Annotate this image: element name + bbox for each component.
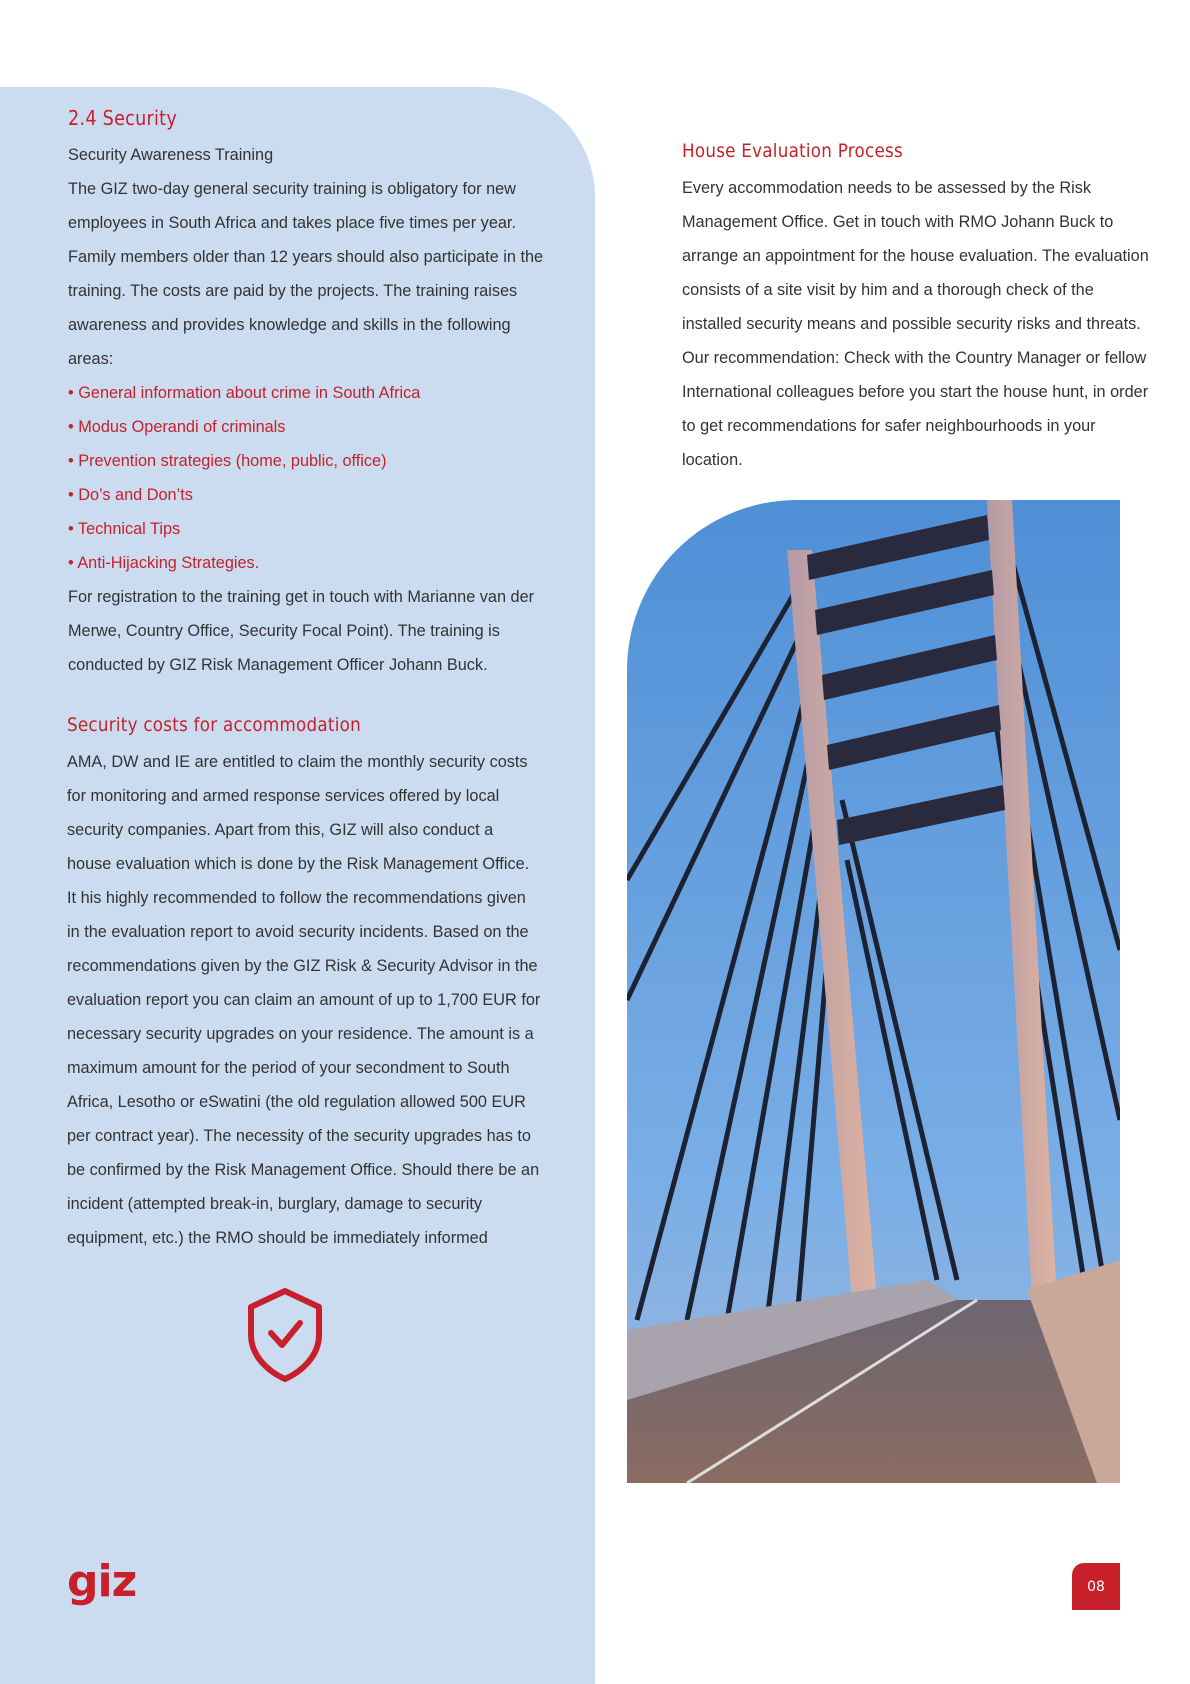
costs-text: [67, 745, 540, 1255]
bullet-item: • Technical Tips: [68, 520, 181, 538]
text-line: employees in South Africa and takes place five times per year.: [68, 214, 516, 232]
costs-heading: Security costs for accommodation: [67, 714, 362, 736]
bullet-item: • General information about crime in South Africa: [68, 384, 421, 402]
text-line: evaluation report you can claim an amount of up to 1,700 EUR for: [67, 991, 541, 1009]
text-line: Every accommodation needs to be assessed by the Risk: [682, 179, 1092, 197]
text-line: security companies. Apart from this, GIZ will also conduct a: [67, 821, 494, 839]
text-line: training. The costs are paid by the projects. The training raises: [68, 282, 518, 300]
page-number: 08: [1072, 1563, 1120, 1610]
text-line: AMA, DW and IE are entitled to claim the monthly security costs: [67, 753, 528, 771]
text-line: Family members older than 12 years should also participate in the: [68, 248, 544, 266]
text-line: incident (attempted break-in, burglary, damage to security: [67, 1195, 483, 1213]
text-line: Management Office. Get in touch with RMO Johann Buck to: [682, 213, 1114, 231]
text-line: house evaluation which is done by the Risk Management Office.: [67, 855, 530, 873]
text-line: equipment, etc.) the RMO should be immediately informed: [67, 1229, 488, 1247]
text-line: The GIZ two-day general security training is obligatory for new: [68, 180, 516, 198]
text-line: Our recommendation: Check with the Country Manager or fellow: [682, 349, 1147, 367]
text-line: necessary security upgrades on your residence. The amount is a: [67, 1025, 534, 1043]
text-line: to get recommendations for safer neighbourhoods in your: [682, 417, 1096, 435]
training-text: [68, 138, 543, 682]
bridge-photo: [627, 500, 1120, 1483]
giz-logo: giz: [67, 1556, 137, 1607]
text-line: per contract year). The necessity of the security upgrades has to: [67, 1127, 531, 1145]
house-evaluation-heading: House Evaluation Process: [682, 140, 904, 162]
text-line: For registration to the training get in touch with Marianne van der: [68, 588, 535, 606]
text-line: installed security means and possible security risks and threats.: [682, 315, 1141, 333]
text-line: maximum amount for the period of your secondment to South: [67, 1059, 510, 1077]
bullet-item: • Do’s and Don’ts: [68, 486, 193, 504]
text-line: Africa, Lesotho or eSwatini (the old regulation allowed 500 EUR: [67, 1093, 526, 1111]
bullet-item: • Anti-Hijacking Strategies.: [68, 554, 260, 572]
text-line: in the evaluation report to avoid security incidents. Based on the: [67, 923, 529, 941]
text-line: conducted by GIZ Risk Management Officer Johann Buck.: [68, 656, 488, 674]
text-line: areas:: [68, 350, 114, 368]
text-line: recommendations given by the GIZ Risk & Security Advisor in the: [67, 957, 538, 975]
text-line: arrange an appointment for the house evaluation. The evaluation: [682, 247, 1149, 265]
section-heading: 2.4 Security: [68, 106, 178, 130]
text-line: It his highly recommended to follow the recommendations given: [67, 889, 526, 907]
text-line: International colleagues before you start the house hunt, in order: [682, 383, 1149, 401]
bullet-item: • Modus Operandi of criminals: [68, 418, 286, 436]
text-line: for monitoring and armed response services offered by local: [67, 787, 500, 805]
text-line: consists of a site visit by him and a thorough check of the: [682, 281, 1094, 299]
text-line: Merwe, Country Office, Security Focal Point). The training is: [68, 622, 500, 640]
subheading: Security Awareness Training: [68, 146, 274, 164]
text-line: be confirmed by the Risk Management Office. Should there be an: [67, 1161, 540, 1179]
bullet-item: • Prevention strategies (home, public, office): [68, 452, 387, 470]
shield-check-icon: [245, 1287, 325, 1383]
text-line: awareness and provides knowledge and skills in the following: [68, 316, 511, 334]
house-evaluation-text: [682, 171, 1149, 477]
text-line: location.: [682, 451, 743, 469]
